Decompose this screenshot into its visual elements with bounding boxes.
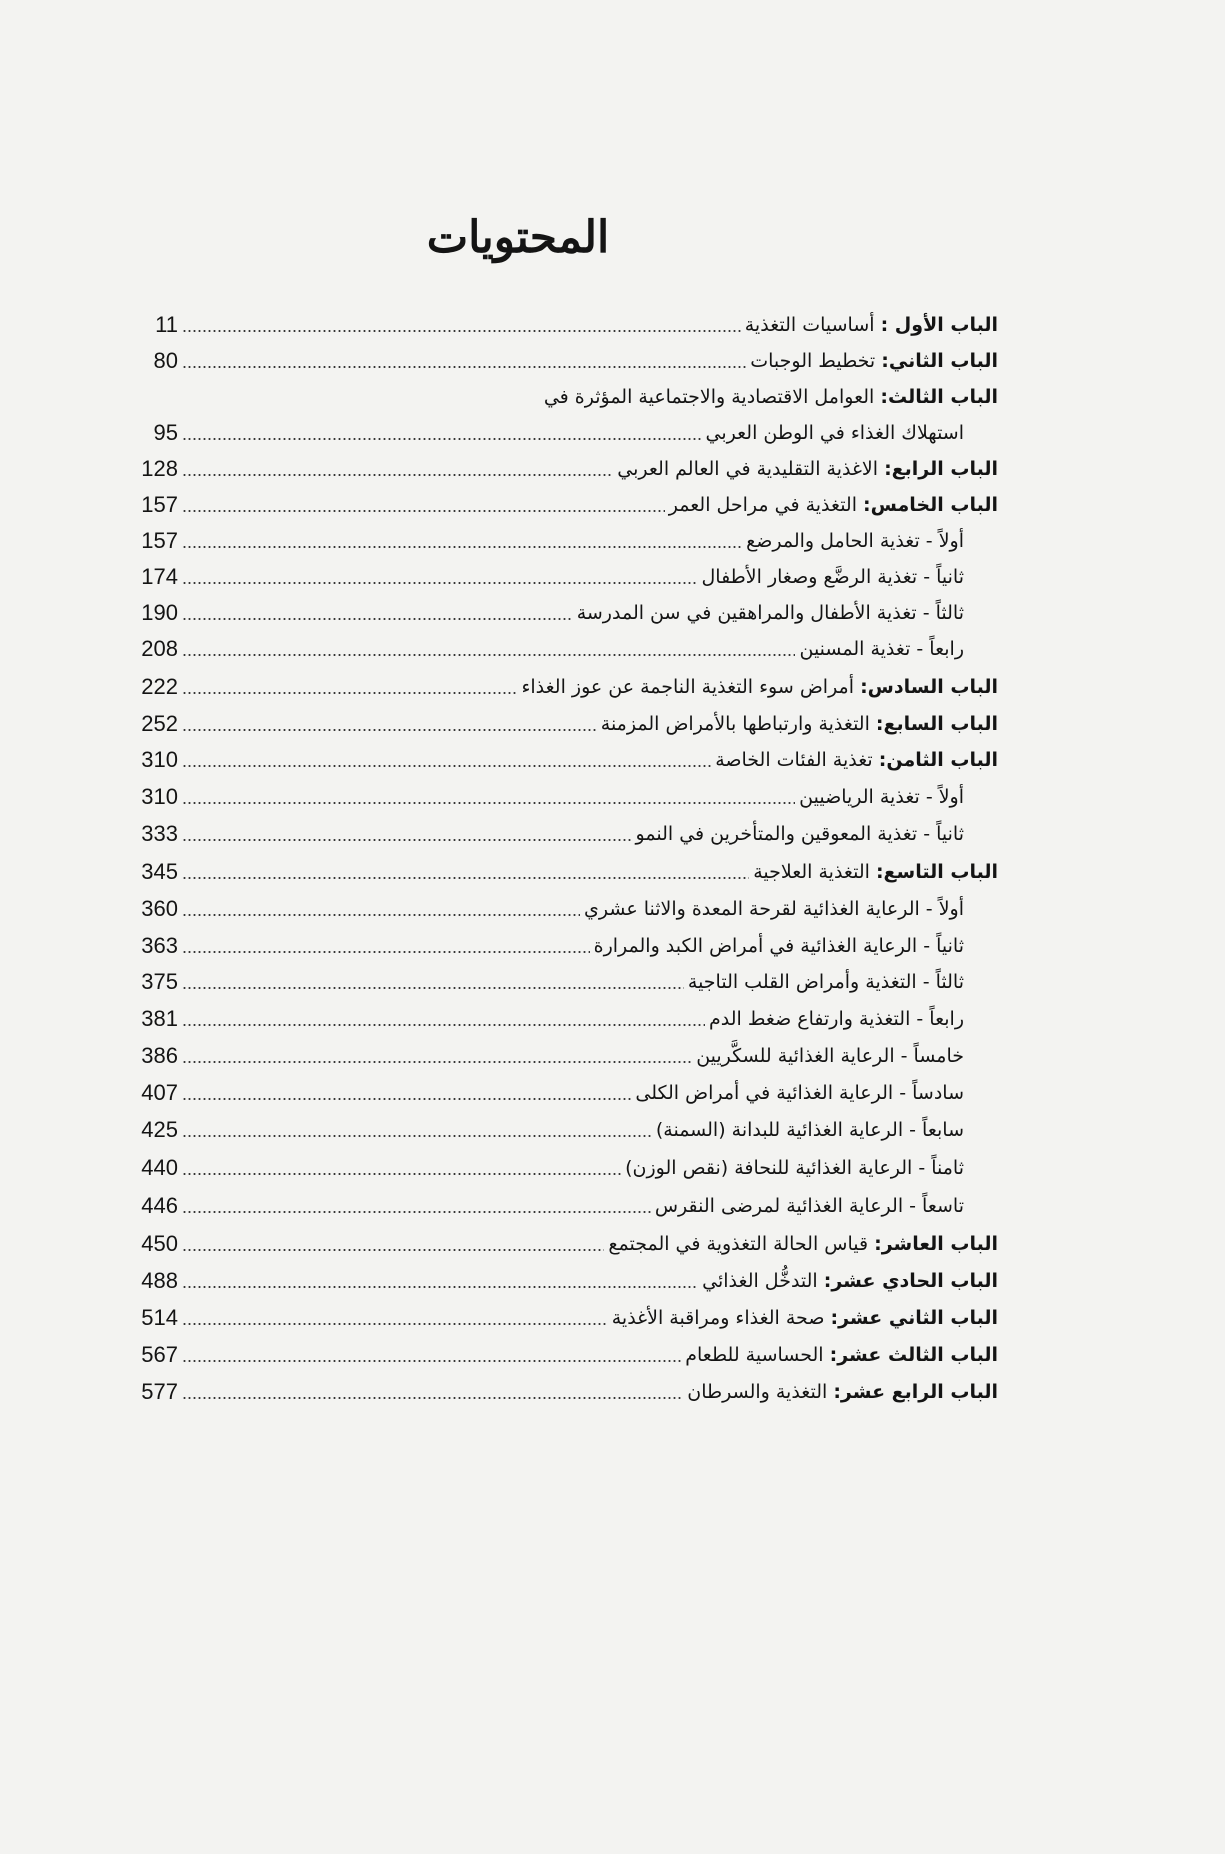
toc-entry-title bbox=[669, 492, 998, 518]
toc-chapter-label: الباب السادس: bbox=[860, 676, 998, 698]
toc-entry-title bbox=[715, 747, 998, 773]
toc-entry-title bbox=[544, 384, 998, 410]
toc-entry bbox=[130, 594, 998, 626]
toc-page-number: 363 bbox=[141, 933, 178, 958]
toc-entry-text: العوامل الاقتصادية والاجتماعية المؤثرة في bbox=[543, 386, 875, 408]
toc-page-number: 190 bbox=[141, 600, 178, 625]
toc-leader-dots bbox=[182, 859, 749, 885]
toc-chapter-label: الباب التاسع: bbox=[875, 861, 998, 883]
toc-page-number: 333 bbox=[141, 821, 178, 846]
toc-leader-dots bbox=[182, 1193, 651, 1219]
toc-entry-title bbox=[706, 420, 965, 446]
toc-entry-title bbox=[696, 1043, 964, 1069]
toc-entry bbox=[130, 1187, 998, 1219]
toc-entry-text: أساسيات التغذية bbox=[744, 314, 875, 336]
toc-chapter-label: الباب العاشر: bbox=[874, 1233, 998, 1255]
toc-entry bbox=[130, 486, 998, 518]
toc-entry-text: أولاً - تغذية الرياضيين bbox=[799, 786, 964, 808]
toc-entry bbox=[130, 522, 998, 554]
toc-chapter-label: الباب الرابع: bbox=[884, 458, 998, 480]
toc-entry-text: التغذية وارتباطها بالأمراض المزمنة bbox=[600, 713, 870, 735]
toc-entry-title bbox=[750, 348, 998, 374]
toc-chapter-label: الباب السابع: bbox=[875, 713, 998, 735]
toc-entry-title bbox=[608, 1231, 998, 1257]
toc-page-number: 514 bbox=[141, 1305, 178, 1330]
toc-entry-text: سادساً - الرعاية الغذائية في أمراض الكلى bbox=[635, 1082, 964, 1104]
toc-entry-title bbox=[617, 456, 998, 482]
toc-entry-text: ثانياً - تغذية الرضَّع وصغار الأطفال bbox=[701, 566, 964, 588]
toc-page-number: 386 bbox=[141, 1043, 178, 1068]
toc-entry-title bbox=[687, 1379, 998, 1405]
toc-entry-title bbox=[625, 1155, 964, 1181]
toc-entry-title bbox=[656, 1117, 964, 1143]
toc-entry bbox=[130, 558, 998, 590]
toc-entry-title bbox=[799, 636, 964, 662]
toc-page-number: 174 bbox=[141, 564, 178, 589]
toc-entry bbox=[130, 927, 998, 959]
toc-page-number: 375 bbox=[141, 969, 178, 994]
toc-entry bbox=[130, 1299, 998, 1331]
toc-entry bbox=[130, 1262, 998, 1294]
toc-page-number: 252 bbox=[141, 711, 178, 736]
toc-entry bbox=[130, 378, 998, 410]
toc-entry-title bbox=[521, 674, 998, 700]
toc-entry-title bbox=[577, 600, 964, 626]
toc-page-number: 407 bbox=[141, 1080, 178, 1105]
toc-chapter-label: الباب الثالث عشر: bbox=[829, 1344, 998, 1366]
toc-entry-title bbox=[584, 896, 964, 922]
toc-entry-text: سابعاً - الرعاية الغذائية للبدانة (السمنة) bbox=[655, 1119, 964, 1141]
toc-chapter-label: الباب الثالث: bbox=[880, 386, 998, 408]
toc-entry-title bbox=[636, 821, 964, 847]
toc-entry-title bbox=[701, 564, 964, 590]
toc-entry-title bbox=[709, 1006, 964, 1032]
toc-chapter-label: الباب الثاني عشر: bbox=[830, 1307, 998, 1329]
toc-leader-dots bbox=[182, 969, 684, 995]
toc-page-number: 440 bbox=[141, 1155, 178, 1180]
toc-page-number: 360 bbox=[141, 896, 178, 921]
toc-entry-title bbox=[688, 969, 964, 995]
toc-page-number: 567 bbox=[141, 1342, 178, 1367]
toc-entry-title bbox=[702, 1268, 998, 1294]
toc-page-number: 80 bbox=[153, 348, 178, 373]
toc-entry-text: التغذية العلاجية bbox=[753, 861, 870, 883]
toc-entry-text: تخطيط الوجبات bbox=[750, 350, 876, 372]
toc-entry-text: الحساسية للطعام bbox=[685, 1344, 824, 1366]
toc-entry-title bbox=[635, 1080, 964, 1106]
toc-entry-text: ثانياً - الرعاية الغذائية في أمراض الكبد والمرارة bbox=[593, 935, 964, 957]
toc-entry-title bbox=[601, 711, 998, 737]
toc-chapter-label: الباب الرابع عشر: bbox=[833, 1381, 998, 1403]
toc-entry-text: ثالثاً - التغذية وأمراض القلب التاجية bbox=[687, 971, 964, 993]
toc-entry-title bbox=[655, 1193, 964, 1219]
toc-page-number: 310 bbox=[141, 784, 178, 809]
toc-page-number: 577 bbox=[141, 1379, 178, 1404]
toc-entry bbox=[130, 1373, 998, 1405]
toc-page-number: 11 bbox=[155, 312, 178, 337]
toc-leader-dots bbox=[182, 384, 540, 410]
toc-entry bbox=[130, 1074, 998, 1106]
toc-leader-dots bbox=[182, 1305, 608, 1331]
toc-entry-text: تغذية الفئات الخاصة bbox=[715, 749, 873, 771]
toc-leader-dots bbox=[182, 933, 590, 959]
toc-entry-text: التغذية والسرطان bbox=[687, 1381, 828, 1403]
toc-entry bbox=[130, 1037, 998, 1069]
toc-page-number: 425 bbox=[141, 1117, 178, 1142]
toc-entry-text: التدخُّل الغذائي bbox=[702, 1270, 818, 1292]
toc-leader-dots bbox=[182, 896, 580, 922]
toc-leader-dots bbox=[182, 492, 665, 518]
toc-entry-text: أمراض سوء التغذية الناجمة عن عوز الغذاء bbox=[521, 676, 855, 698]
toc-entry bbox=[130, 342, 998, 374]
toc-page-number: 157 bbox=[141, 528, 178, 553]
toc-entry-text: الاغذية التقليدية في العالم العربي bbox=[617, 458, 879, 480]
toc-entry bbox=[130, 778, 998, 810]
toc-entry bbox=[130, 963, 998, 995]
toc-entry bbox=[130, 630, 998, 662]
toc-entry-text: ثالثاً - تغذية الأطفال والمراهقين في سن المدرسة bbox=[576, 602, 964, 624]
toc-leader-dots bbox=[182, 747, 711, 773]
toc-leader-dots bbox=[182, 1117, 652, 1143]
toc-page-number: 345 bbox=[141, 859, 178, 884]
toc-leader-dots bbox=[182, 528, 742, 554]
toc-page-number: 446 bbox=[141, 1193, 178, 1218]
toc-page-number: 381 bbox=[141, 1006, 178, 1031]
toc-entry-title bbox=[685, 1342, 998, 1368]
toc-entry-text: استهلاك الغذاء في الوطن العربي bbox=[705, 422, 964, 444]
toc-page-number: 310 bbox=[141, 747, 178, 772]
toc-chapter-label: الباب الخامس: bbox=[863, 494, 998, 516]
toc-entry-text: أولاً - تغذية الحامل والمرضع bbox=[746, 530, 964, 552]
toc-page-number: 222 bbox=[141, 674, 178, 699]
toc-leader-dots bbox=[182, 821, 632, 847]
toc-entry bbox=[130, 1111, 998, 1143]
toc-entry bbox=[130, 1336, 998, 1368]
toc-leader-dots bbox=[182, 1342, 681, 1368]
toc-entry-title bbox=[753, 859, 998, 885]
toc-leader-dots bbox=[182, 636, 795, 662]
toc-leader-dots bbox=[182, 456, 613, 482]
toc-chapter-label: الباب الحادي عشر: bbox=[823, 1270, 998, 1292]
toc-entry-text: قياس الحالة التغذوية في المجتمع bbox=[608, 1233, 869, 1255]
toc-entry bbox=[130, 668, 998, 700]
toc-chapter-label: الباب الثامن: bbox=[878, 749, 998, 771]
toc-page-number: 450 bbox=[141, 1231, 178, 1256]
toc-entry bbox=[130, 1225, 998, 1257]
toc-leader-dots bbox=[182, 420, 702, 446]
toc-entry bbox=[130, 414, 998, 446]
toc-entry-text: تاسعاً - الرعاية الغذائية لمرضى النقرس bbox=[654, 1195, 964, 1217]
toc-entry-title bbox=[746, 528, 964, 554]
toc-entry bbox=[130, 450, 998, 482]
toc-entry-text: رابعاً - تغذية المسنين bbox=[799, 638, 964, 660]
toc-entry bbox=[130, 705, 998, 737]
toc-entry bbox=[130, 1000, 998, 1032]
toc-chapter-label: الباب الأول : bbox=[880, 314, 998, 336]
toc-entry-text: ثامناً - الرعاية الغذائية للنحافة (نقص الوزن) bbox=[625, 1157, 964, 1179]
toc-page-number: 488 bbox=[141, 1268, 178, 1293]
toc-entry-title bbox=[745, 312, 998, 338]
toc-entry-title bbox=[799, 784, 964, 810]
toc-leader-dots bbox=[182, 711, 597, 737]
toc-entry-text: خامساً - الرعاية الغذائية للسكَّريين bbox=[696, 1045, 964, 1067]
toc-leader-dots bbox=[182, 1043, 692, 1069]
toc-entry-text: صحة الغذاء ومراقبة الأغذية bbox=[611, 1307, 825, 1329]
toc-leader-dots bbox=[182, 348, 746, 374]
toc-entry-text: ثانياً - تغذية المعوقين والمتأخرين في النمو bbox=[635, 823, 964, 845]
toc-page-number: 208 bbox=[141, 636, 178, 661]
toc-leader-dots bbox=[182, 600, 573, 626]
toc-leader-dots bbox=[182, 1006, 705, 1032]
toc-page-number: 128 bbox=[141, 456, 178, 481]
toc-page-number: 95 bbox=[153, 420, 178, 445]
toc-entry-text: أولاً - الرعاية الغذائية لقرحة المعدة والاثنا عشري bbox=[584, 898, 964, 920]
toc-entry bbox=[130, 1149, 998, 1181]
toc-leader-dots bbox=[182, 784, 795, 810]
toc-entry bbox=[130, 853, 998, 885]
toc-page-number: 157 bbox=[141, 492, 178, 517]
toc-entry-title bbox=[594, 933, 964, 959]
toc-leader-dots bbox=[182, 312, 741, 338]
toc-leader-dots bbox=[182, 1268, 698, 1294]
page-title: المحتويات bbox=[426, 212, 610, 263]
toc-chapter-label: الباب الثاني: bbox=[881, 350, 998, 372]
toc-entry-text: رابعاً - التغذية وارتفاع ضغط الدم bbox=[709, 1008, 964, 1030]
toc-leader-dots bbox=[182, 1080, 631, 1106]
toc-leader-dots bbox=[182, 564, 697, 590]
toc-entry bbox=[130, 306, 998, 338]
toc-leader-dots bbox=[182, 1379, 683, 1405]
toc-leader-dots bbox=[182, 1231, 604, 1257]
toc-leader-dots bbox=[182, 1155, 621, 1181]
toc-entry bbox=[130, 890, 998, 922]
toc-entry-title bbox=[612, 1305, 998, 1331]
toc-entry bbox=[130, 741, 998, 773]
toc-entry bbox=[130, 815, 998, 847]
toc-leader-dots bbox=[182, 674, 517, 700]
toc-entry-text: التغذية في مراحل العمر bbox=[668, 494, 857, 516]
